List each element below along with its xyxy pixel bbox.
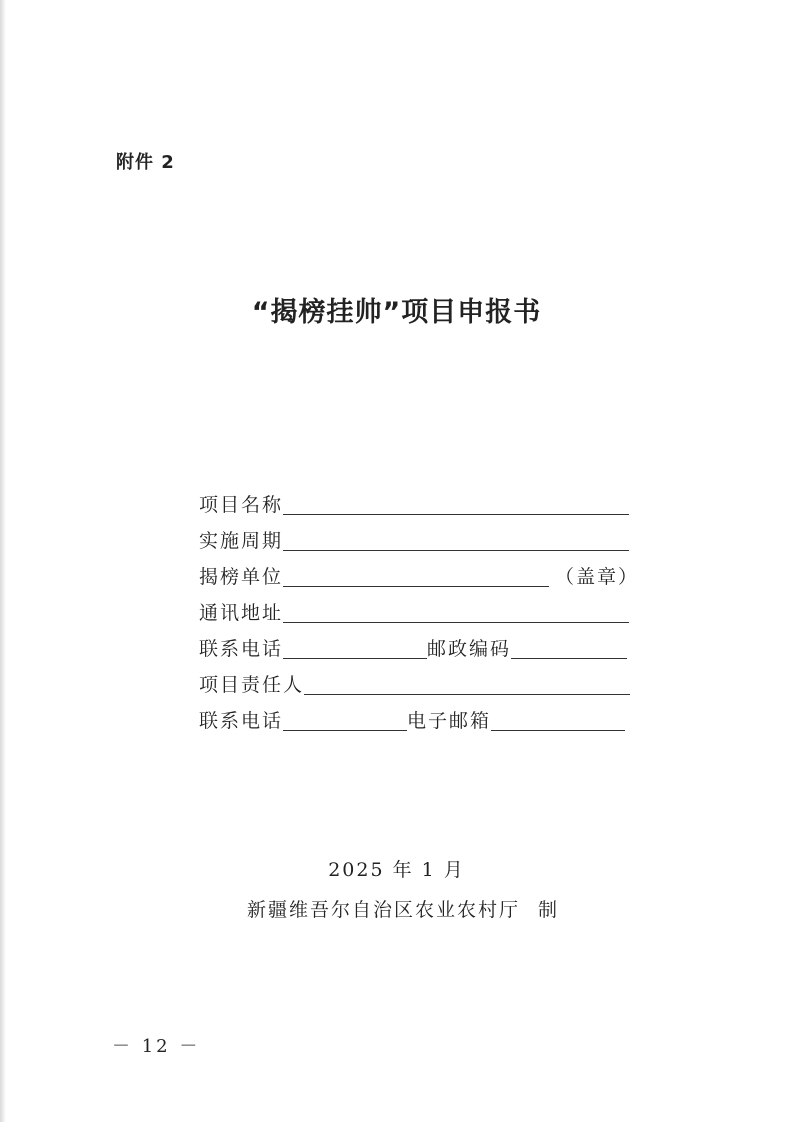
form-row-phone-email <box>199 698 639 734</box>
project-name-label: 项目名称 <box>199 494 284 516</box>
application-form <box>199 482 639 734</box>
postcode-label: 邮政编码 <box>427 638 512 660</box>
issuer-line <box>247 895 559 922</box>
phone-label: 联系电话 <box>199 638 284 660</box>
issuer-name: 新疆维吾尔自治区农业农村厅 <box>247 899 521 921</box>
form-row-phone-postcode <box>199 626 639 662</box>
unit-label: 揭榜单位 <box>199 566 284 588</box>
leader-label: 项目责任人 <box>199 674 305 696</box>
form-row-unit <box>199 554 639 590</box>
issuer-suffix: 制 <box>538 899 560 921</box>
period-label: 实施周期 <box>199 530 284 552</box>
address-field[interactable] <box>283 600 629 623</box>
phone-field-2[interactable] <box>283 708 407 731</box>
phone-label-2: 联系电话 <box>199 710 284 732</box>
form-row-leader <box>199 662 639 698</box>
issue-date: 2025 年 1 月 <box>328 859 465 881</box>
page-number: － 12 － <box>112 1036 201 1057</box>
postcode-field[interactable] <box>511 636 627 659</box>
address-label: 通讯地址 <box>199 602 284 624</box>
period-field[interactable] <box>283 528 629 551</box>
attachment-label: 附件 2 <box>116 152 175 173</box>
leader-field[interactable] <box>304 672 630 695</box>
phone-field[interactable] <box>283 636 427 659</box>
email-label: 电子邮箱 <box>407 710 492 732</box>
page-edge <box>0 0 6 1122</box>
form-row-project-name <box>199 482 639 518</box>
email-field[interactable] <box>491 708 625 731</box>
form-row-period <box>199 518 639 554</box>
project-name-field[interactable] <box>283 492 629 515</box>
document-title: “揭榜挂帅”项目申报书 <box>251 297 542 328</box>
seal-note: （盖章） <box>554 566 639 588</box>
unit-field[interactable] <box>283 564 549 587</box>
form-row-address <box>199 590 639 626</box>
